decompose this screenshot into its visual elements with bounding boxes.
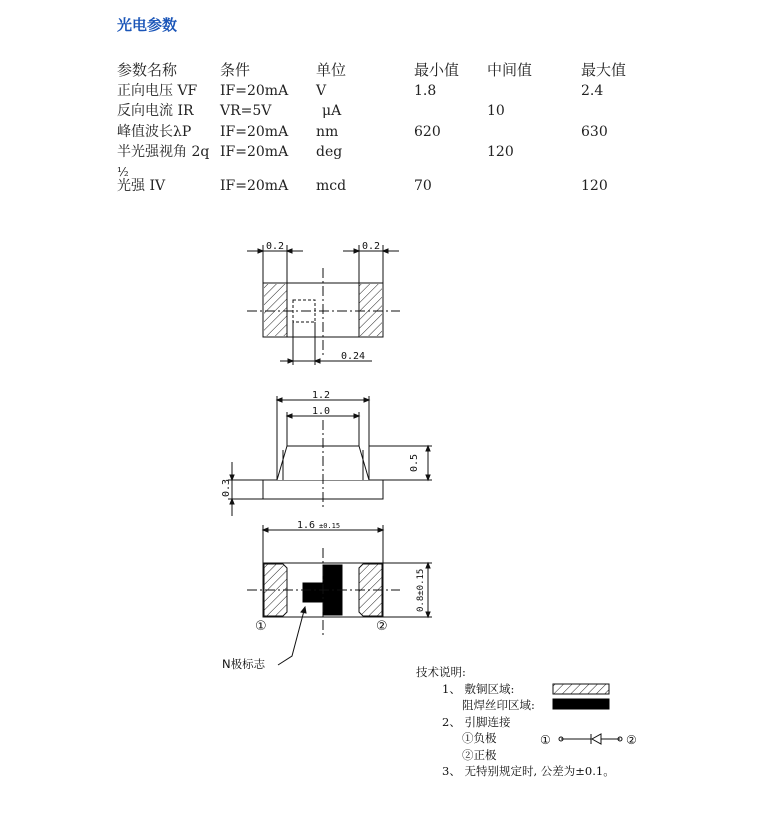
cell-typ: 10 <box>487 103 505 119</box>
cell-max: 2.4 <box>581 82 604 99</box>
dim-base-height-label: 0.3 <box>221 478 232 497</box>
cell-param-wrap: ½ <box>117 165 129 179</box>
dim-chip-width-label: 0.24 <box>341 351 366 362</box>
dim-total-width-tol: ±0.15 <box>319 522 341 530</box>
header-max: 最大值 <box>581 61 627 79</box>
dim-total-width-label: 1.6 <box>297 520 316 531</box>
cell-condition: IF=20mA <box>220 178 289 194</box>
cell-param: 光强 IV <box>117 178 166 194</box>
header-condition: 条件 <box>220 61 251 79</box>
copper-pad-right <box>359 284 382 336</box>
dim-lens-height-label: 0.5 <box>409 453 420 472</box>
header-min: 最小值 <box>414 61 460 79</box>
dim-bottom-height-label: 0.8±0.15 <box>416 568 426 612</box>
header-typ: 中间值 <box>487 61 533 79</box>
note-item-2: 2、 引脚连接 <box>442 714 511 729</box>
cell-condition: IF=20mA <box>220 82 289 99</box>
cell-typ: 120 <box>487 144 514 160</box>
bottom-view <box>247 525 432 665</box>
cell-condition: IF=20mA <box>220 144 289 160</box>
dim-lens-inner-label: 1.0 <box>312 406 331 417</box>
cell-param: 反向电流 IR <box>117 103 194 119</box>
notes-heading: 技术说明: <box>416 665 466 679</box>
cell-param: 峰值波长λP <box>117 123 192 140</box>
copper-pad-left <box>264 284 287 336</box>
section-title: 光电参数 <box>117 16 178 34</box>
cell-param: 半光强视角 2q <box>117 144 210 160</box>
diode-right-label: ② <box>626 733 637 747</box>
cell-unit: mcd <box>316 178 347 194</box>
header-param-name: 参数名称 <box>117 61 178 79</box>
cell-min: 1.8 <box>414 82 437 99</box>
dim-top-left-label: 0.2 <box>266 241 285 252</box>
cell-unit: deg <box>316 144 343 160</box>
dim-top-right-label: 0.2 <box>362 241 381 252</box>
cell-condition: IF=20mA <box>220 123 289 140</box>
cell-condition: VR=5V <box>220 103 272 119</box>
cell-param: 正向电压 VF <box>117 82 198 99</box>
technical-notes <box>416 664 615 780</box>
diode-left-label: ① <box>540 733 551 747</box>
top-view <box>247 245 400 365</box>
cell-unit: μA <box>322 103 342 119</box>
cell-min: 620 <box>414 123 441 140</box>
note-item-2a: ①负极 <box>462 731 497 745</box>
note-item-1: 1、 敷铜区域: <box>442 681 515 696</box>
cell-max: 630 <box>581 123 608 140</box>
note-item-3: 3、 无特别规定时, 公差为±0.1。 <box>442 764 615 778</box>
pin2-label: ② <box>376 619 388 634</box>
pin1-label: ① <box>255 619 267 634</box>
note-item-1b: 阻焊丝印区域: <box>462 698 535 712</box>
header-unit: 单位 <box>316 61 347 79</box>
cell-unit: nm <box>316 123 339 140</box>
note-item-2b: ②正极 <box>462 747 497 762</box>
n-mark-label: N极标志 <box>222 657 266 671</box>
cell-min: 70 <box>414 178 432 194</box>
cell-max: 120 <box>581 178 608 194</box>
cell-unit: V <box>316 82 327 99</box>
dim-lens-outer-label: 1.2 <box>312 390 331 401</box>
